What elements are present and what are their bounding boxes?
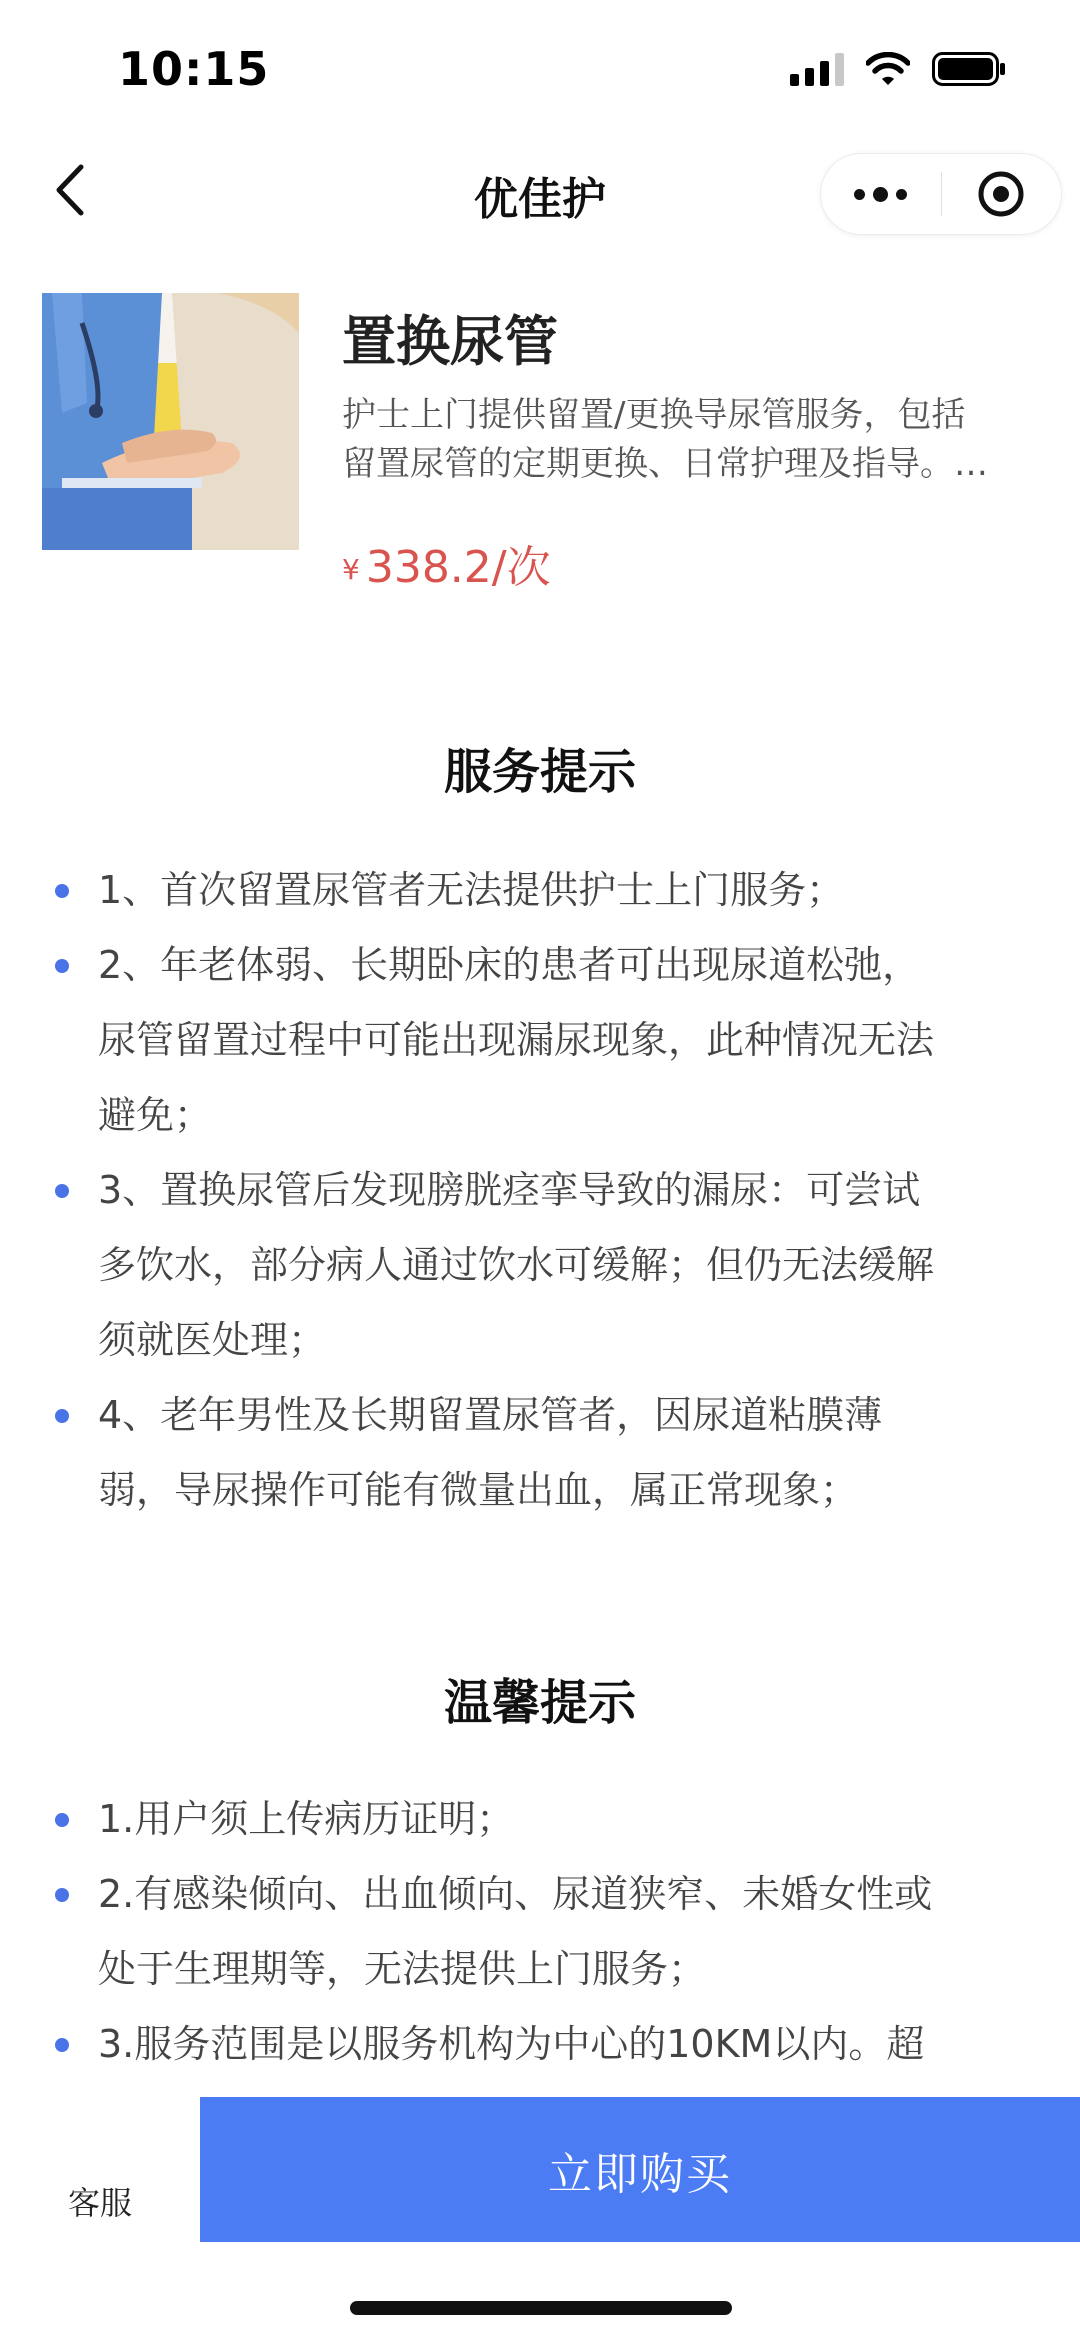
status-icons	[790, 52, 1006, 86]
currency-symbol: ¥	[342, 553, 360, 586]
price-value: 338.2/次	[365, 542, 551, 593]
product-description	[342, 391, 1042, 489]
bullet-dot-icon	[55, 1888, 69, 1902]
home-indicator[interactable]	[350, 2301, 732, 2315]
battery-icon	[932, 52, 1006, 86]
bullet-dot-icon	[55, 1813, 69, 1827]
bullet-dot-icon	[55, 884, 69, 898]
status-time: 10:15	[118, 42, 270, 96]
buy-now-button[interactable]: 立即购买	[200, 2097, 1080, 2242]
list-item: 2、年老体弱、长期卧床的患者可出现尿道松弛， 尿管留置过程中可能出现漏尿现象，此种情况无法 避免；	[55, 928, 1035, 1153]
bullet-dot-icon	[55, 959, 69, 973]
service-tips-list	[55, 853, 1035, 1528]
list-item: 1、首次留置尿管者无法提供护士上门服务；	[55, 853, 1035, 928]
product-description-line: 留置尿管的定期更换、日常护理及指导。…	[342, 444, 988, 484]
list-item: 2.有感染倾向、出血倾向、尿道狭窄、未婚女性或 处于生理期等，无法提供上门服务；	[55, 1857, 1035, 2007]
bullet-dot-icon	[55, 1409, 69, 1423]
product-description-line: 护士上门提供留置/更换导尿管服务，包括	[342, 395, 966, 435]
product-price	[342, 531, 551, 595]
list-item: 4、老年男性及长期留置尿管者，因尿道粘膜薄 弱，导尿操作可能有微量出血，属正常现象；	[55, 1378, 1035, 1528]
cellular-signal-icon	[790, 52, 844, 86]
list-item: 1.用户须上传病历证明；	[55, 1782, 1035, 1857]
product-card[interactable]	[42, 293, 1042, 593]
status-bar	[0, 0, 1080, 135]
bullet-dot-icon	[55, 1184, 69, 1198]
list-item: 3、置换尿管后发现膀胱痉挛导致的漏尿：可尝试 多饮水，部分病人通过饮水可缓解；但仍无法缓解 须就医处理；	[55, 1153, 1035, 1378]
miniprogram-capsule	[820, 153, 1062, 235]
close-miniprogram-icon[interactable]	[942, 153, 1062, 235]
warm-tips-title: 温馨提示	[443, 1675, 636, 1731]
more-options-icon[interactable]	[821, 153, 941, 235]
page-title: 优佳护	[474, 174, 606, 225]
bullet-dot-icon	[55, 2038, 69, 2052]
wifi-icon	[866, 52, 910, 86]
navigation-bar	[0, 135, 1080, 245]
customer-service-button[interactable]: 客服	[67, 2184, 132, 2222]
warm-tips-list	[55, 1782, 1035, 2082]
list-item: 3.服务范围是以服务机构为中心的10KM以内。超	[55, 2007, 1035, 2082]
service-tips-title: 服务提示	[443, 744, 636, 800]
product-title: 置换尿管	[342, 310, 558, 373]
product-image	[42, 293, 299, 550]
